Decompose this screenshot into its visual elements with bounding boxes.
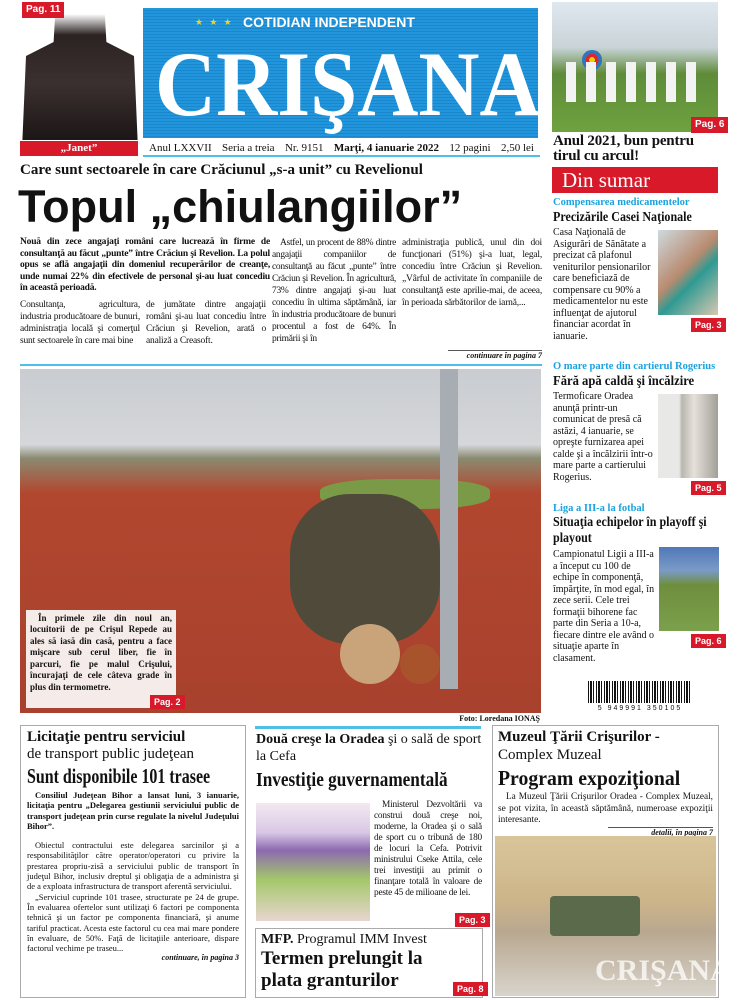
kicker-bold: MFP.: [261, 932, 294, 947]
archers: [566, 62, 706, 102]
head: [340, 624, 400, 684]
divider: [20, 364, 542, 366]
invest-text: Ministerul Dezvoltării va construi două creşe noi, moderne, la Oradea şi o sală de sport cu o tribună de 180 de locuri la Cefa. Potrivit ministrului Cseke Attila, cele trei investiţii au primit o finanţare totală în valoare de peste 45 de milioane de lei.: [374, 800, 482, 898]
series: Seria a treia: [222, 141, 275, 154]
tram: [550, 896, 640, 936]
photo-caption: În primele zile din noul an, locuitorii de pe Crişul Repede au ales să iasă din casă, pentru a face mişcare sub cerul liber, fie în parcuri, fie pe malul Crişului, încurajaţi de cele câteva grade în plus din termometre.: [26, 610, 176, 709]
masthead[interactable]: [143, 8, 541, 138]
page-badge[interactable]: Pag. 6: [691, 634, 726, 648]
masthead-title: CRIŞANA: [155, 33, 541, 135]
basketball-icon: [400, 644, 440, 684]
kicker: Licitaţie pentru serviciul: [27, 729, 186, 745]
kicker-bold: Două creşe la Oradea: [256, 732, 385, 747]
tagline: COTIDIAN INDEPENDENT: [243, 14, 415, 30]
sidebar-item-text: Campionatul Ligii a III-a a început cu 100 de echipe în componenţă, împărţite, în mod egal, în zece serii. Cele trei formaţii bihorene fac parte din Seria a 10-a, fiecare dintre ele având o situaţie aparte în clasament.: [553, 549, 655, 664]
page-count: 12 pagini: [449, 141, 491, 154]
transport-article[interactable]: [20, 725, 246, 998]
lead-col4: administraţia publică, unul din doi funcţionari (51%) şi-a luat, legal, concediu între Crăciun şi Revelion. „Vârful de activitate în companiile de consultanţă este aprilie-mai, de aceea, în perioada sărbătorilor de iarnă,...: [402, 238, 542, 308]
kicker: Complex Muzeal: [498, 747, 602, 763]
continue-link[interactable]: continuare în pagina 7: [448, 350, 542, 360]
eu-stars-icon: ★ ★ ★: [195, 17, 234, 27]
person: [290, 494, 440, 644]
tram-photo[interactable]: [495, 836, 732, 996]
divider: [255, 726, 481, 729]
sidebar-title: Din sumar: [552, 167, 718, 193]
lead-title[interactable]: Topul „chiulangiilor”: [18, 181, 463, 232]
page-badge[interactable]: Pag. 11: [22, 2, 64, 18]
barcode-number: 5 949991 350105: [585, 704, 695, 713]
paragraph: Obiectul contractului este delegarea sarcinilor şi a responsabilităţilor către operator/operatori cu privire la prestarea propriu-zisă a serviciului public de transport în judeţul Bihor, inclusiv dreptul şi obligaţia de a administra şi de a exploata infrastructura de transport aferentă serviciului.: [27, 840, 239, 892]
sidebar-kicker: Liga a III-a la fotbal: [553, 503, 645, 514]
article-title: Sunt disponibile 101 trasee: [27, 764, 211, 788]
mfp-article[interactable]: [255, 928, 483, 998]
kicker: Muzeul Ţării Crişurilor -: [498, 729, 660, 745]
radiator-photo[interactable]: [658, 394, 718, 478]
janet-photo[interactable]: [20, 0, 140, 140]
pole: [440, 369, 458, 689]
article-title: Termen prelungit la plata granturilor: [261, 948, 423, 991]
archery-photo[interactable]: [552, 2, 718, 132]
sidebar-item-title[interactable]: Situaţia echipelor în playoff şi playout: [553, 515, 707, 546]
sidebar-item-title[interactable]: Fără apă caldă şi încălzire: [553, 374, 695, 389]
kicker-rest: Programul IMM Invest: [293, 932, 427, 947]
sidebar-item-title[interactable]: Precizările Casei Naţionale: [553, 210, 692, 225]
sidebar-item-text: Casa Naţională de Asigurări de Sănătate a precizat că plafonul veniturilor pensionarilor care beneficiază de compensare cu 90% a medicamentelor nu este influenţat de ajutorul financiar acordat în ianuarie.: [553, 227, 651, 342]
page-badge[interactable]: Pag. 5: [691, 481, 726, 495]
sidebar-item-text: Termoficare Oradea anunţă printr-un comunicat de presă că astăzi, 4 ianuarie, se opreşte furnizarea apei calde şi a încălzirii într-o mare parte a cartierului Rogerius.: [553, 391, 653, 483]
teaser-title[interactable]: Anul 2021, bun pentru tirul cu arcul!: [553, 133, 694, 164]
continue-link[interactable]: detalii, în pagina 7: [608, 827, 713, 837]
article-title: Investiţie guvernamentală: [256, 769, 448, 791]
year: Anul LXXVII: [149, 141, 212, 154]
lead-col3: Astfel, un procent de 88% dintre angajaţii companiilor de consultanţă au făcut „punte” între Crăciun şi Revelion. În agricultură, 73% dintre angajaţi şi-au luat concediu în ultima săptămână, iar în industria producătoare de bunuri procentul a fost de 64%. În primării şi în: [272, 238, 396, 344]
sidebar-kicker: Compensarea medicamentelor: [553, 197, 690, 208]
info-bar: [143, 140, 540, 157]
lead-intro: Nouă din zece angajaţi români care lucrează în firme de consultanţă au făcut „punte” între Crăciun şi Revelion. La polul opus se află angajaţii din domeniul recuperărilor de creanţe, unde numai 22% din efectivele de personal şi-au luat concediu în această perioadă.: [20, 237, 270, 293]
watermark: CRIŞANA: [595, 954, 732, 987]
issue-number: Nr. 9151: [284, 141, 324, 154]
lead-kicker[interactable]: Care sunt sectoarele în care Crăciunul „s-a unit” cu Revelionul: [20, 162, 423, 178]
lead-col1: Consultanţa, agricultura, industria producătoare de bunuri, administraţia locală şi comerţul sunt sectoarele în care mai bine: [20, 300, 140, 346]
nursery-photo[interactable]: [256, 803, 370, 921]
kicker: de transport public judeţean: [27, 746, 195, 762]
article-title: Program expoziţional: [498, 766, 681, 790]
kicker: [261, 931, 477, 948]
museum-text: La Muzeul Ţării Crişurilor Oradea - Complex Muzeal, se pot vizita, în această săptămână, numeroase expoziţii interesante.: [498, 792, 713, 825]
pills-photo[interactable]: [658, 230, 718, 315]
paragraph: „Serviciul cuprinde 101 trasee, structurate pe 24 de grupe. În evaluarea ofertelor sunt utilizaţi 6 factori pe componenta tehnică şi un factor pe componenta financiară, şi anume tariful practicat. Acesta este factorul cu cea mai mare pondere în evaluare, de 50%. Faţă de licitaţiile anterioare, dispare factorul vechime pe traseu...: [27, 891, 239, 954]
football-photo[interactable]: [659, 547, 719, 631]
kicker: [256, 731, 482, 765]
invest-article[interactable]: [256, 731, 482, 793]
page-badge[interactable]: Pag. 3: [455, 913, 490, 927]
continue-link[interactable]: continuare, în pagina 3: [161, 953, 239, 963]
janet-label[interactable]: „Janet”: [20, 141, 138, 156]
price: 2,50 lei: [500, 141, 534, 154]
photo-credit: Foto: Loredana IONAŞ: [459, 714, 540, 723]
kicker-rest: şi o sală de sport la Cefa: [256, 732, 482, 764]
lead-col2: de jumătate dintre angajaţii români şi-au luat concediu între Crăciun şi Revelion, arată o analiză a Creasoft.: [146, 300, 266, 346]
date: Marţi, 4 ianuarie 2022: [333, 141, 439, 154]
page-badge[interactable]: Pag. 2: [150, 695, 185, 709]
page-badge[interactable]: Pag. 3: [691, 318, 726, 332]
page-badge[interactable]: Pag. 8: [453, 982, 488, 996]
barcode: [588, 681, 692, 703]
sidebar-kicker: O mare parte din cartierul Rogerius: [553, 361, 716, 372]
intro: Consiliul Judeţean Bihor a lansat luni, 3 ianuarie, licitaţia pentru „Delegarea gestiunii serviciului public de transport judeţean prin curse regulate la nivelul Judeţului Bihor”.: [27, 790, 239, 831]
page-badge[interactable]: Pag. 6: [691, 117, 728, 133]
